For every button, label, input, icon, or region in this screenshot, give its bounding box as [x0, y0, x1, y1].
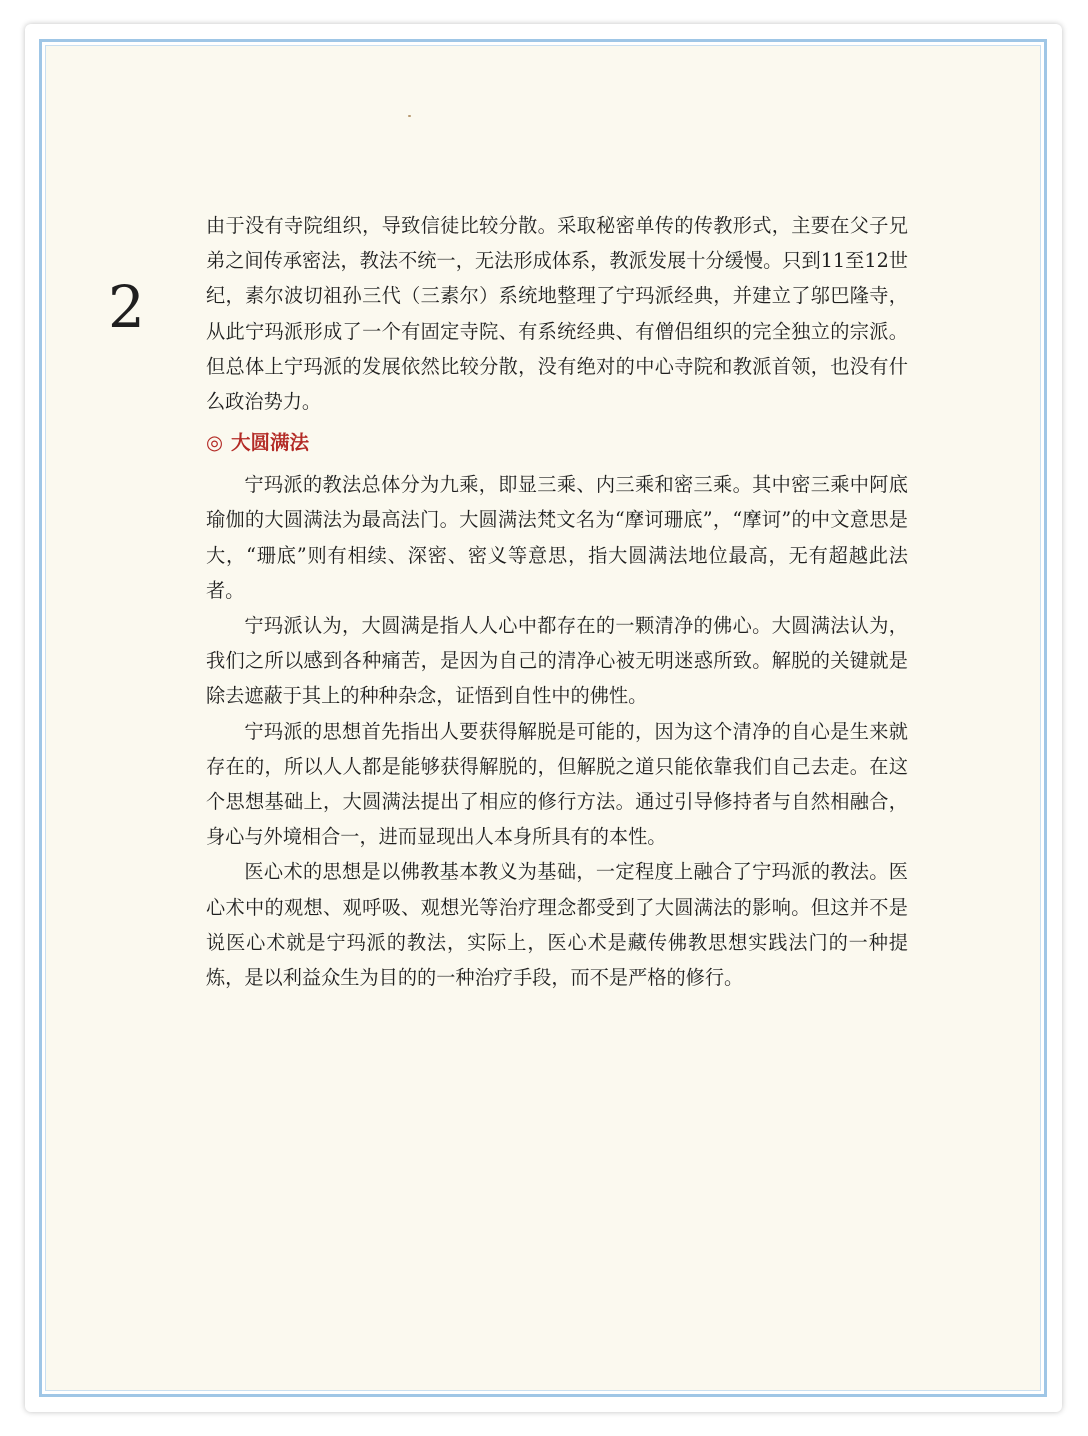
body-text [206, 208, 908, 995]
paragraph: 宁玛派的教法总体分为九乘，即显三乘、内三乘和密三乘。其中密三乘中阿底瑜伽的大圆满法为最高法门。大圆满法梵文名为“摩诃珊底”，“摩诃”的中文意思是大，“珊底”则有相续、深密、密义等意思，指大圆满法地位最高，无有超越此法者。 [206, 473, 908, 602]
intro-paragraph: 由于没有寺院组织，导致信徒比较分散。采取秘密单传的传教形式，主要在父子兄弟之间传承密法，教法不统一，无法形成体系，教派发展十分缓慢。只到11至12世纪，素尔波切祖孙三代（三素尔）系统地整理了宁玛派经典，并建立了邬巴隆寺，从此宁玛派形成了一个有固定寺院、有系统经典、有僧侣组织的完全独立的宗派。但总体上宁玛派的发展依然比较分散，没有绝对的中心寺院和教派首领，也没有什么政治势力。 [206, 214, 908, 414]
paragraph: 宁玛派认为，大圆满是指人人心中都存在的一颗清净的佛心。大圆满法认为，我们之所以感到各种痛苦，是因为自己的清净心被无明迷惑所致。解脱的关键就是除去遮蔽于其上的种种杂念，证悟到自性中的佛性。 [206, 614, 908, 708]
section-heading [206, 425, 908, 461]
print-speck [408, 115, 411, 117]
page-number: 2 [108, 273, 145, 341]
paragraph: 宁玛派的思想首先指出人要获得解脱是可能的，因为这个清净的自心是生来就存在的，所以人人都是能够获得解脱的，但解脱之道只能依靠我们自己去走。在这个思想基础上，大圆满法提出了相应的修行方法。通过引导修持者与自然相融合，身心与外境相合一，进而显现出人本身所具有的本性。 [206, 719, 908, 849]
double-circle-icon: ◎ [206, 431, 224, 455]
paragraph: 医心术的思想是以佛教基本教义为基础，一定程度上融合了宁玛派的教法。医心术中的观想、观呼吸、观想光等治疗理念都受到了大圆满法的影响。但这并不是说医心术就是宁玛派的教法，实际上，医心术是藏传佛教思想实践法门的一种提炼，是以利益众生为目的的一种治疗手段，而不是严格的修行。 [206, 860, 908, 990]
section-title: 大圆满法 [231, 431, 310, 455]
